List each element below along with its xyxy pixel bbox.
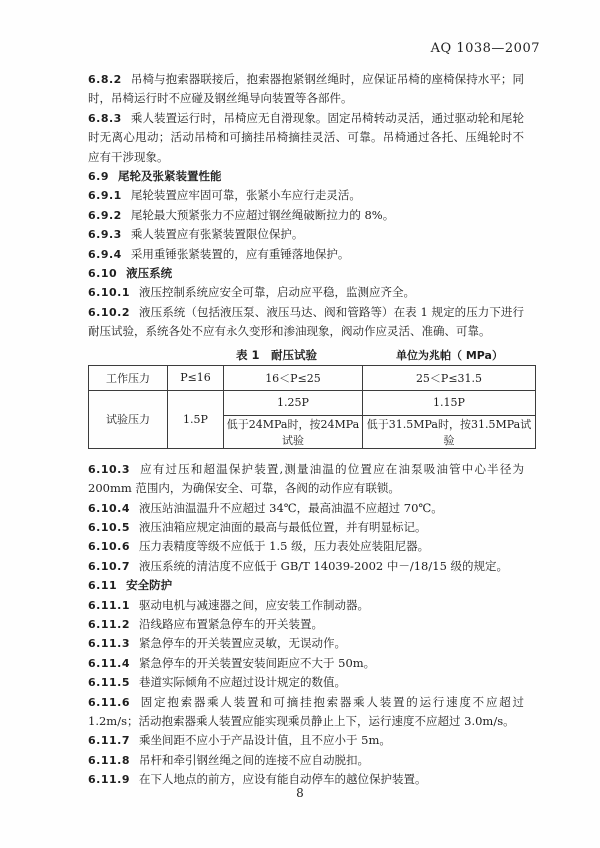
clause-number: 6.10 [88, 267, 118, 281]
clause-6-10-1 [88, 283, 524, 302]
clause-text: 液压控制系统应安全可靠，启动应平稳，监测应齐全。 [138, 285, 415, 300]
clause-heading-text: 尾轮及张紧装置性能 [118, 169, 222, 184]
clause-6-9-2 [88, 206, 524, 225]
clause-6-11-3 [88, 634, 524, 653]
clause-number: 6.8.3 [88, 111, 122, 125]
clause-number: 6.10.4 [88, 501, 130, 515]
cell-working-value-3: 25＜P≤31.5 [363, 365, 536, 390]
clause-6-11-8 [88, 751, 524, 770]
clause-text: 沿线路应布置紧急停车的开关装置。 [138, 616, 323, 631]
clause-6-11-4 [88, 654, 524, 673]
clause-6-10-5 [88, 518, 524, 537]
standard-number: AQ 1038—2007 [430, 41, 540, 56]
clause-text: 液压系统（包括液压泵、液压马达、阀和管路等）在表 1 规定的压力下进行耐压试验，系统各处不应有永久变形和渗油现象，阀动作应灵活、准确、可靠。 [88, 304, 524, 339]
clause-number: 6.9.4 [88, 247, 122, 261]
clause-6-9-4 [88, 245, 524, 264]
pressure-test-table-block [88, 346, 535, 449]
table-row-test-pressure [89, 390, 536, 415]
clause-number: 6.9.2 [88, 208, 122, 222]
clause-text: 液压站油温温升不应超过 34℃，最高油温不应超过 70℃。 [138, 500, 443, 515]
cell-working-pressure-label: 工作压力 [89, 365, 168, 390]
clause-number: 6.11.6 [88, 695, 130, 709]
clause-text: 乘人装置运行时，吊椅应无自滑现象。固定吊椅转动灵活，通过驱动轮和尾轮时无离心甩动；活动吊椅和可摘挂吊椅摘挂灵活、可靠。吊椅通过各托、压绳轮时不应有干涉现象。 [88, 110, 524, 164]
clause-number: 6.11.1 [88, 598, 130, 612]
clause-text: 在下人地点的前方，应设有能自动停车的越位保护装置。 [138, 772, 427, 787]
clause-text: 吊杆和牵引钢丝绳之间的连接不应自动脱扣。 [138, 752, 369, 767]
cell-working-value-1: P≤16 [168, 365, 224, 390]
cell-test-note-1: 低于24MPa时，按24MPa试验 [224, 415, 363, 448]
clause-text: 吊椅与抱索器联接后，抱索器抱紧钢丝绳时，应保证吊椅的座椅保持水平；同时，吊椅运行时不应碰及钢丝绳导向装置等各部件。 [88, 72, 524, 106]
cell-test-base: 1.5P [168, 390, 224, 448]
table-caption-row [88, 346, 535, 365]
page-content [88, 70, 535, 790]
clause-text: 尾轮装置应牢固可靠，张紧小车应行走灵活。 [130, 188, 361, 203]
clause-text: 液压油箱应规定油面的最高与最低位置，并有明显标记。 [138, 519, 427, 534]
clause-number: 6.11.5 [88, 676, 130, 690]
clause-number: 6.10.3 [88, 462, 130, 476]
clause-number: 6.9.1 [88, 189, 122, 203]
clause-6-10-4 [88, 499, 524, 518]
clause-text: 采用重锤张紧装置的，应有重锤落地保护。 [130, 246, 350, 261]
clause-text: 乘坐间距不应小于产品设计值，且不应小于 5m。 [138, 733, 391, 748]
clause-text: 乘人装置应有张紧装置限位保护。 [130, 227, 304, 242]
clause-number: 6.11 [88, 579, 118, 593]
clause-text: 压力表精度等级不应低于 1.5 级，压力表处应装阻尼器。 [138, 539, 430, 554]
cell-working-value-2: 16＜P≤25 [224, 365, 363, 390]
clause-number: 6.11.3 [88, 637, 130, 651]
clause-6-11-6 [88, 693, 524, 732]
clause-number: 6.10.2 [88, 305, 130, 319]
clause-text: 应有过压和超温保护装置,测量油温的位置应在油泵吸油管中心半径为 200mm 范围内，为确保安全、可靠，各阀的动作应有联锁。 [88, 461, 524, 496]
clause-6-10-6 [88, 537, 524, 556]
clause-6-11-2 [88, 615, 524, 634]
clause-text: 紧急停车的开关装置安装间距应不大于 50m。 [138, 655, 376, 670]
clause-text: 固定抱索器乘人装置和可摘挂抱索器乘人装置的运行速度不应超过 1.2m/s；活动抱索器乘人装置应能实现乘员静止上下，运行速度不应超过 3.0m/s。 [88, 694, 524, 728]
clause-text: 紧急停车的开关装置应灵敏，无误动作。 [138, 636, 346, 651]
clause-number: 6.11.9 [88, 773, 130, 787]
clause-6-11-7 [88, 731, 524, 750]
clause-number: 6.10.1 [88, 286, 130, 300]
clause-6-11-heading [88, 576, 524, 595]
clause-number: 6.8.2 [88, 73, 122, 86]
cell-test-pressure-label: 试验压力 [89, 390, 168, 448]
clause-number: 6.10.7 [88, 559, 130, 573]
clause-heading-text: 安全防护 [126, 578, 173, 593]
clause-text: 液压系统的清洁度不应低于 GB/T 14039-2002 中－/18/15 级的规定。 [138, 558, 509, 573]
clause-heading-text: 液压系统 [126, 266, 173, 281]
cell-test-value-2: 1.15P [363, 390, 536, 415]
clause-number: 6.10.5 [88, 520, 130, 534]
clause-6-11-1 [88, 596, 524, 615]
clause-6-10-7 [88, 557, 524, 576]
clause-number: 6.10.6 [88, 540, 130, 554]
clause-text: 尾轮最大预紧张力不应超过钢丝绳破断拉力的 8%。 [130, 207, 395, 222]
clause-6-8-3 [88, 109, 524, 167]
cell-test-note-2: 低于31.5MPa时，按31.5MPa试验 [363, 415, 536, 448]
clause-number: 6.11.4 [88, 656, 130, 670]
clause-number: 6.9 [88, 170, 109, 184]
clause-number: 6.11.7 [88, 734, 130, 748]
clause-6-8-2 [88, 70, 524, 109]
clause-number: 6.11.2 [88, 617, 130, 631]
clause-number: 6.11.8 [88, 753, 130, 767]
clause-6-9-3 [88, 225, 524, 244]
clause-6-10-2 [88, 303, 524, 342]
clause-6-11-5 [88, 673, 524, 692]
clause-6-9-1 [88, 186, 524, 205]
clause-text: 巷道实际倾角不应超过设计规定的数值。 [138, 675, 346, 690]
clause-6-10-3 [88, 460, 524, 499]
table-caption: 表 1 耐压试验 [236, 347, 318, 362]
pressure-test-table [88, 365, 536, 449]
cell-test-value-1: 1.25P [224, 390, 363, 415]
clause-number: 6.9.3 [88, 228, 122, 242]
table-unit-label: 单位为兆帕（ MPa） [396, 348, 503, 362]
page-number: 8 [296, 786, 304, 800]
clause-text: 驱动电机与减速器之间，应安装工作制动器。 [138, 597, 369, 612]
table-row-working-pressure [89, 365, 536, 390]
clause-6-10-heading [88, 264, 524, 283]
clause-6-9-heading [88, 167, 524, 186]
